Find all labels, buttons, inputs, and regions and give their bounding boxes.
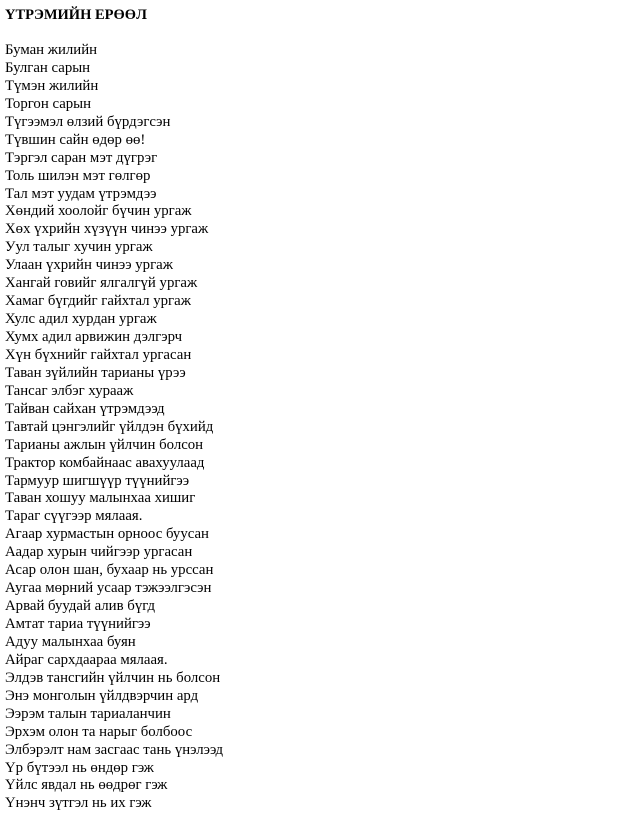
poem-line: Уул талыг хучин ургаж [5, 239, 153, 256]
poem-line: Тавтай цэнгэлийг үйлдэн бүхийд [5, 418, 214, 435]
poem-line: Торгон сарын [5, 95, 92, 112]
poem-line: Элдэв тансгийн үйлчин нь болсон [5, 669, 221, 686]
poem-line: Эрхэм олон та нарыг болбоос [5, 723, 193, 740]
poem-line: Тараг сүүгээр мялаая. [5, 508, 143, 525]
poem-line: Арвай буудай алив бүгд [5, 598, 156, 615]
poem-line: Агаар хурмастын орноос буусан [5, 526, 209, 543]
poem-line: Асар олон шан, бухаар нь урссан [5, 562, 214, 579]
poem-line: Хүн бүхнийг гайхтал ургасан [5, 346, 192, 363]
poem-line: Амтат тариа түүнийгээ [5, 616, 151, 632]
poem-line: Буман жилийн [5, 42, 98, 58]
poem-line: Трактор комбайнаас авахуулаад [5, 454, 205, 471]
poem-line: Хөндий хоолойг бүчин ургаж [5, 203, 192, 220]
document-page [5, 6, 625, 813]
poem-line: Тал мэт уудам үтрэмдээ [5, 185, 157, 202]
poem-line: Булган сарын [5, 59, 91, 76]
poem-line: Хангай говийг ялгалгүй ургаж [5, 275, 198, 292]
poem-line: Тансаг элбэг хурааж [5, 382, 134, 399]
poem-line: Толь шилэн мэт гөлгөр [5, 167, 151, 184]
poem-line: Үр бүтээл нь өндөр гэж [5, 759, 154, 776]
poem-line: Таван хошуу малынхаа хишиг [5, 490, 196, 507]
poem-line: Таван зүйлийн тарианы үрээ [5, 364, 186, 381]
poem-line: Элбэрэлт нам засгаас тань үнэлээд [5, 741, 224, 758]
poem-line: Үйлс явдал нь өөдрөг гэж [5, 777, 168, 794]
poem-line: Ээрэм талын тариаланчин [5, 705, 171, 722]
poem-line: Тарианы ажлын үйлчин болсон [5, 436, 204, 453]
poem-line: Улаан үхрийн чинээ ургаж [5, 257, 173, 274]
poem-line: Тармуур шигшүүр түүнийгээ [5, 472, 190, 489]
poem-line: Хамаг бүгдийг гайхтал ургаж [5, 293, 191, 310]
poem-line: Тайван сайхан үтрэмдээд [5, 400, 165, 417]
poem-line: Үнэнч зүтгэл нь их гэж [5, 795, 152, 812]
poem-lines [5, 42, 625, 813]
document-title: ҮТРЭМИЙН ЕРӨӨЛ [5, 7, 147, 23]
poem-line: Хөх үхрийн хүзүүн чинээ ургаж [5, 221, 209, 238]
poem-line: Хумх адил арвижин дэлгэрч [5, 329, 183, 345]
poem-line: Аугаа мөрний усаар тэжээлгэсэн [5, 580, 212, 597]
poem-line: Тэргэл саран мэт дүгрэг [5, 149, 158, 166]
poem-line: Хулс адил хурдан ургаж [5, 311, 157, 328]
poem-line: Айраг сархдаараа мялаая. [5, 651, 168, 668]
poem-line: Аадар хурын чийгээр ургасан [5, 544, 193, 561]
poem-line: Түгээмэл өлзий бүрдэгсэн [5, 113, 171, 130]
poem-line: Түмэн жилийн [5, 77, 99, 94]
poem-line: Адуу малынхаа буян [5, 633, 136, 650]
poem-line: Түвшин сайн өдөр өө! [5, 131, 146, 148]
poem-line: Энэ монголын үйлдвэрчин ард [5, 687, 199, 704]
